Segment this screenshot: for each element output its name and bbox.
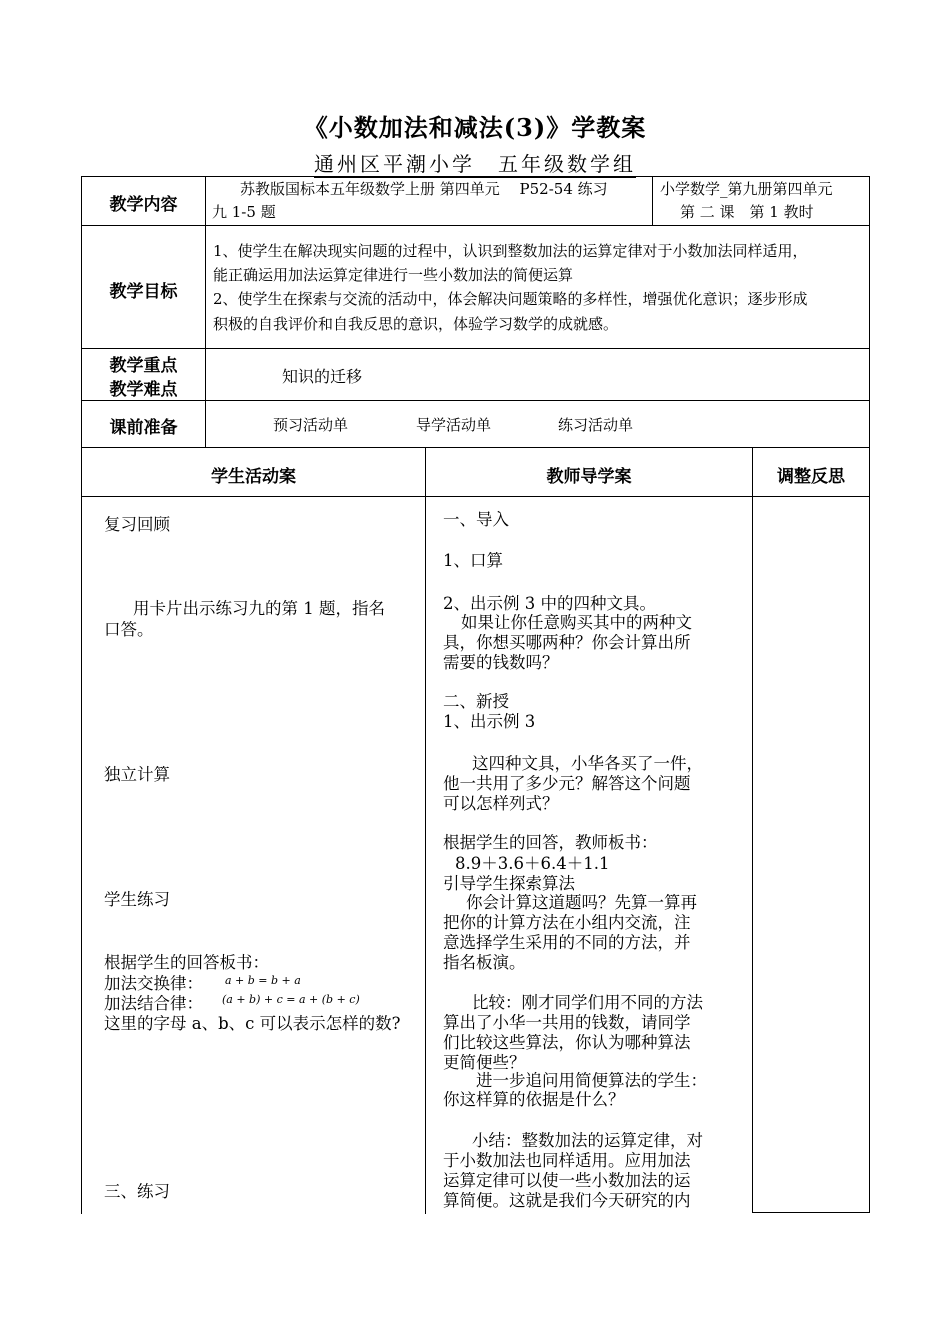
teacher-text: 根据学生的回答，教师板书： (443, 833, 658, 852)
teacher-text: 算简便。这就是我们今天研究的内 (443, 1191, 691, 1210)
associative-formula: (a + b) + c = a + (b + c) (222, 993, 360, 1006)
prep-item: 练习活动单 (558, 416, 634, 434)
teacher-text: 进一步追问用简便算法的学生： (476, 1071, 707, 1090)
prep-item: 预习活动单 (273, 416, 349, 434)
student-review: 复习回顾 (104, 515, 170, 534)
teacher-text: 小结：整数加法的运算定律，对 (472, 1131, 703, 1150)
teacher-text: 具，你想买哪两种？你会计算出所 (443, 633, 691, 652)
teacher-text: 可以怎样列式？ (443, 794, 559, 813)
commutative-label: 加法交换律： (104, 974, 203, 993)
goals-line: 积极的自我评价和自我反思的意识，体验学习数学的成就感。 (213, 315, 619, 333)
prep-label: 课前准备 (109, 418, 178, 438)
row-divider (81, 348, 870, 349)
student-section3: 三、练习 (104, 1182, 170, 1201)
col-divider (425, 447, 426, 1214)
teacher-text: 把你的计算方法在小组内交流，注 (443, 913, 691, 932)
page-subtitle (0, 148, 950, 177)
reflect-column-header: 调整反思 (777, 467, 845, 487)
school-group: 通州区平潮小学 五年级数学组 (314, 152, 636, 176)
teacher-text: 算出了小华一共用的钱数，请同学 (443, 1013, 691, 1032)
content-side-2: 第 二 课 第 1 教时 (680, 203, 814, 221)
teacher-text: 你这样算的依据是什么？ (443, 1090, 625, 1109)
associative-label: 加法结合律： (104, 994, 203, 1013)
content-side-1: 小学数学_第九册第四单元 (660, 180, 833, 198)
teacher-text: 你会计算这道题吗？先算一算再 (466, 893, 697, 912)
teacher-oral: 1、口算 (443, 551, 503, 570)
teacher-text: 比较：刚才同学们用不同的方法 (472, 993, 703, 1012)
goals-line: 2、使学生在探索与交流的活动中，体会解决问题策略的多样性，增强优化意识；逐步形成 (213, 290, 808, 308)
teacher-text: 需要的钱数吗？ (443, 653, 559, 672)
student-card-line: 用卡片出示练习九的第 1 题，指名 (133, 599, 385, 618)
goals-label: 教学目标 (109, 282, 178, 302)
content-side-divider (652, 176, 653, 226)
teacher-text: 们比较这些算法，你认为哪种算法 (443, 1033, 691, 1052)
goals-line: 能正确运用加法运算定律进行一些小数加法的简便运算 (213, 266, 574, 284)
label-divider (205, 176, 206, 448)
student-independent: 独立计算 (104, 765, 170, 784)
col-divider (752, 447, 753, 1213)
key-text: 知识的迁移 (282, 367, 363, 386)
table-border-left (81, 176, 82, 1214)
content-label: 教学内容 (109, 195, 178, 215)
page-title: 《小数加法和减法(3)》学教案 (303, 113, 647, 142)
content-text-1: 苏教版国标本五年级数学上册 第四单元 P52-54 练习 (240, 180, 608, 198)
prep-item: 导学活动单 (416, 416, 492, 434)
key-label: 教学重点 (109, 356, 178, 376)
teacher-column-header: 教师导学案 (546, 467, 632, 487)
teacher-new: 二、新授 (443, 692, 509, 711)
commutative-formula: a + b = b + a (225, 974, 301, 987)
student-column-header: 学生活动案 (211, 467, 296, 487)
row-divider (81, 225, 870, 226)
teacher-text: 于小数加法也同样适用。应用加法 (443, 1151, 691, 1170)
table-border-right (869, 176, 870, 1213)
student-practice: 学生练习 (104, 890, 170, 909)
table-border-top (81, 176, 870, 177)
teacher-text: 2、出示例 3 中的四种文具。 (443, 594, 656, 613)
student-letters-question: 这里的字母 a、b、c 可以表示怎样的数? (104, 1014, 401, 1033)
row-divider (81, 400, 870, 401)
teacher-text: 运算定律可以使一些小数加法的运 (443, 1171, 691, 1190)
teacher-text: 引导学生探索算法 (443, 874, 575, 893)
teacher-expression: 8.9＋3.6＋6.4＋1.1 (455, 854, 610, 873)
goals-line: 1、使学生在解决现实问题的过程中，认识到整数加法的运算定律对于小数加法同样适用， (213, 242, 808, 260)
teacher-text: 意选择学生采用的不同的方法，并 (443, 933, 691, 952)
teacher-text: 如果让你任意购买其中的两种文 (461, 613, 692, 632)
student-card-line: 口答。 (104, 620, 154, 639)
teacher-text: 更简便些？ (443, 1053, 526, 1072)
content-text-2: 九 1-5 题 (212, 203, 276, 221)
teacher-text: 1、出示例 3 (443, 712, 536, 731)
teacher-text: 这四种文具，小华各买了一件， (472, 754, 703, 773)
difficulty-label: 教学难点 (109, 380, 178, 400)
reflect-bottom (753, 1212, 870, 1213)
student-board: 根据学生的回答板书： (104, 953, 269, 972)
teacher-text: 指名板演。 (443, 953, 526, 972)
teacher-intro: 一、导入 (443, 510, 509, 529)
teacher-text: 他一共用了多少元？解答这个问题 (443, 774, 691, 793)
